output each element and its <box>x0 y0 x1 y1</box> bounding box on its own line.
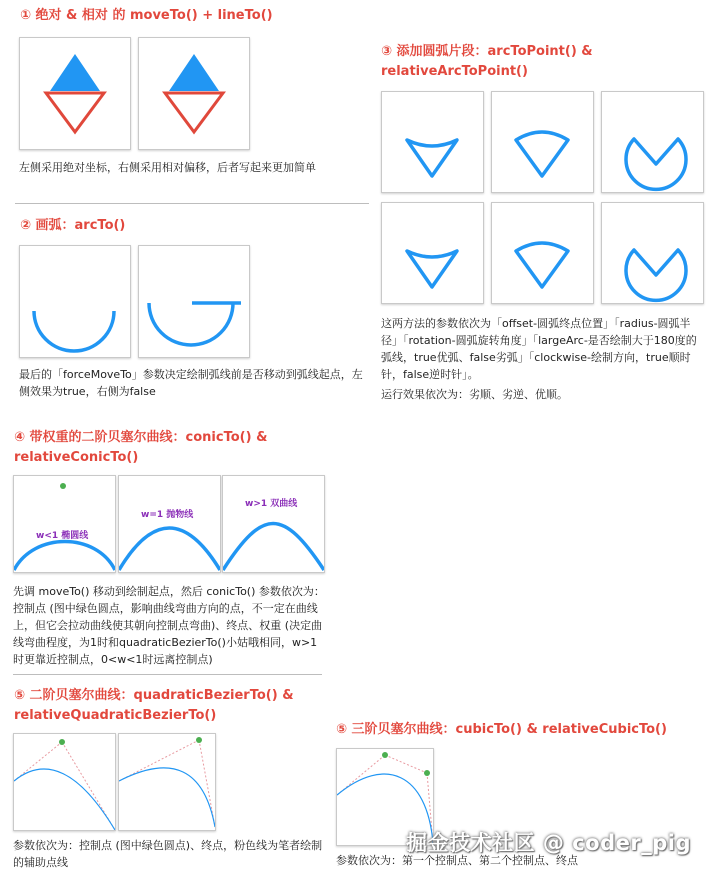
section-1-title: ① 绝对 & 相对 的 moveTo() + lineTo() <box>20 8 273 23</box>
section-4-title: ④ 带权重的二阶贝塞尔曲线：conicTo() & relativeConicTo() <box>14 430 268 465</box>
section-6-desc: 参数依次为：第一个控制点、第二个控制点、终点 <box>336 854 578 867</box>
section-3-desc: 这两方法的参数依次为「offset-圆弧终点位置」「radius-圆弧半径」「rotation-圆弧旋转角度」「largeArc-是否绘制大于180度的弧线，true优弧、false劣弧」「clockwise-绘制方向，true顺时针，false逆时针」。 <box>381 317 697 381</box>
relativearctopoint-tile-3 <box>601 202 704 304</box>
conic-weight-label-1: w<1 椭圆线 <box>36 531 89 541</box>
section-3-desc-2: 运行效果依次为：劣顺、劣逆、优顺。 <box>381 388 568 401</box>
section-6-title: ⑤ 三阶贝塞尔曲线：cubicTo() & relativeCubicTo() <box>336 722 667 737</box>
arctopoint-figure-2 <box>492 92 593 192</box>
quadratic-figure-2 <box>119 734 215 830</box>
relativearctopoint-figure-1 <box>382 203 483 303</box>
quadratic-tile-1 <box>13 733 116 831</box>
moveto-relative-figure <box>139 38 249 149</box>
arcto-false-tile <box>138 245 250 358</box>
conicto-ellipse-tile <box>13 475 116 573</box>
quadratic-tile-2 <box>118 733 216 831</box>
arctopoint-tile-3 <box>601 91 704 193</box>
arcto-true-tile <box>19 245 131 358</box>
arcto-false-figure <box>139 246 249 357</box>
conic-weight-label-2: w=1 抛物线 <box>141 510 194 520</box>
moveto-absolute-tile <box>19 37 131 150</box>
conic-weight-label-3: w>1 双曲线 <box>245 499 298 509</box>
arctopoint-figure-1 <box>382 92 483 192</box>
section-5-desc: 参数依次为：控制点 (图中绿色圆点)、终点，粉色线为笔者绘制的辅助点线 <box>13 839 323 869</box>
section-1-desc: 左侧采用绝对坐标，右侧采用相对偏移，后者写起来更加简单 <box>19 161 316 174</box>
quadratic-figure-1 <box>14 734 115 830</box>
relativearctopoint-figure-2 <box>492 203 593 303</box>
conicto-hyperbola-figure <box>223 476 324 572</box>
relativearctopoint-tile-2 <box>491 202 594 304</box>
arctopoint-tile-2 <box>491 91 594 193</box>
conicto-hyperbola-tile <box>222 475 325 573</box>
section-2-desc: 最后的「forceMoveTo」参数决定绘制弧线前是否移动到弧线起点，左侧效果为true，右侧为false <box>19 368 363 398</box>
watermark: 掘金技术社区 @ coder_pig <box>406 831 691 855</box>
section-5-title: ⑤ 二阶贝塞尔曲线：quadraticBezierTo() & relativeQuadraticBezierTo() <box>14 688 294 723</box>
divider-1 <box>15 203 369 204</box>
section-3-title: ③ 添加圆弧片段：arcToPoint() & relativeArcToPoint() <box>381 44 593 79</box>
relativearctopoint-figure-3 <box>602 203 703 303</box>
moveto-relative-tile <box>138 37 250 150</box>
moveto-absolute-figure <box>20 38 130 149</box>
conicto-parabola-figure <box>119 476 220 572</box>
relativearctopoint-tile-1 <box>381 202 484 304</box>
conicto-parabola-tile <box>118 475 221 573</box>
section-4-desc: 先调 moveTo() 移动到绘制起点，然后 conicTo() 参数依次为：控制点 (图中绿色圆点，影响曲线弯曲方向的点，不一定在曲线上，但它会拉动曲线使其朝向控制点弯曲)、终点、权重 (决定曲线弯曲程度，为1时和quadraticBezierTo()小姑哦相同，w>1时更靠近控制点，0<w<1时远离控制点) <box>13 585 325 666</box>
arctopoint-figure-3 <box>602 92 703 192</box>
section-2-title: ② 画弧：arcTo() <box>20 218 126 233</box>
divider-4 <box>13 674 322 675</box>
arctopoint-tile-1 <box>381 91 484 193</box>
conicto-ellipse-figure <box>14 476 115 572</box>
arcto-true-figure <box>20 246 130 357</box>
